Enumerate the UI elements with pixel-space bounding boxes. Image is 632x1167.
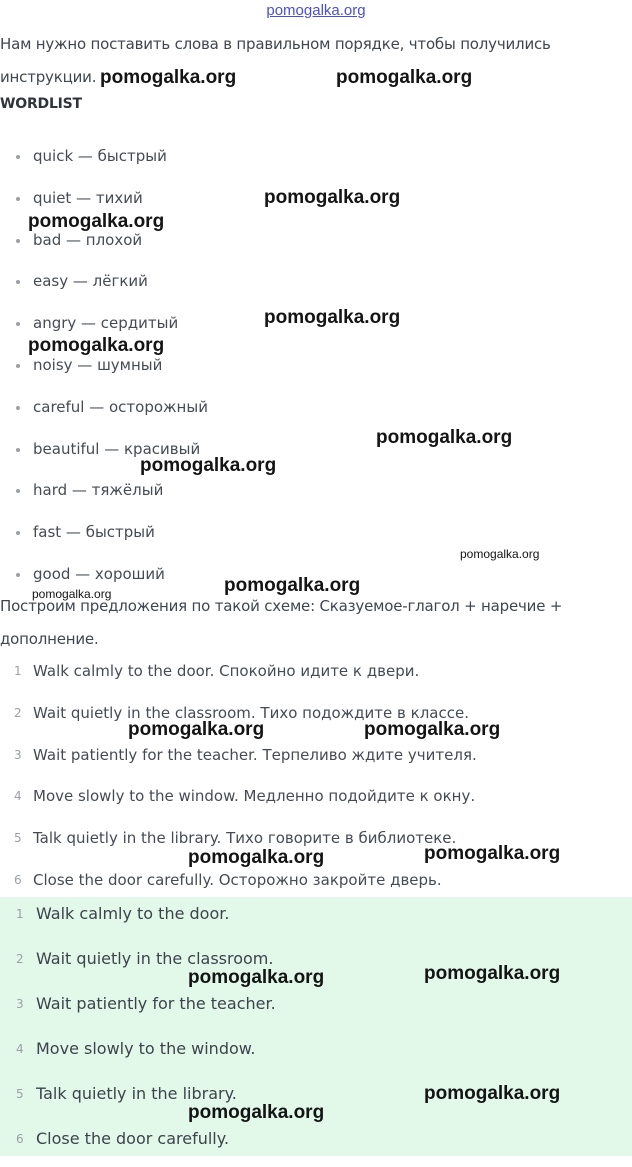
scheme-text: Построим предложения по такой схеме: Сказуемое-глагол + наречие + дополнение. [0, 597, 563, 648]
word-pair: careful — осторожный [33, 397, 208, 416]
item-number: 1 [16, 907, 24, 921]
watermark: pomogalka.org [264, 307, 401, 328]
answer-text: Wait quietly in the classroom. [36, 949, 274, 968]
answer-list [0, 897, 632, 1167]
word-pair: noisy — шумный [33, 355, 163, 374]
watermark: pomogalka.org [336, 67, 473, 88]
bullet-icon [16, 573, 20, 577]
answer-text: Wait patiently for the teacher. [36, 994, 276, 1013]
bullet-icon [16, 364, 20, 368]
answer-text: Walk calmly to the door. [36, 904, 230, 923]
word-pair: beautiful — красивый [33, 439, 201, 458]
watermark: pomogalka.org [188, 967, 325, 988]
word-pair: good — хороший [33, 564, 165, 583]
sentence-text: Move slowly to the window. Медленно подойдите к окну. [33, 787, 476, 806]
wordlist [0, 136, 208, 596]
list-item [0, 387, 208, 429]
watermark: pomogalka.org [264, 187, 401, 208]
list-item [0, 261, 208, 303]
word-pair: bad — плохой [33, 230, 143, 249]
item-number: 1 [14, 664, 22, 678]
item-number: 4 [14, 789, 22, 804]
word-pair: hard — тяжёлый [33, 481, 164, 500]
answer-text: Close the door carefully. [36, 1129, 230, 1148]
list-item [0, 512, 208, 554]
answer-text: Move slowly to the window. [36, 1039, 256, 1058]
watermark: pomogalka.org [188, 1102, 325, 1123]
sentence-text: Walk calmly to the door. Спокойно идите к двери. [33, 662, 420, 680]
watermark: pomogalka.org [224, 575, 361, 596]
word-pair: quiet — тихий [33, 188, 143, 207]
watermark: pomogalka.org [364, 719, 501, 740]
watermark: pomogalka.org [424, 1083, 561, 1104]
item-number: 3 [16, 997, 24, 1011]
sentence-text: Wait patiently for the teacher. Терпеливо ждите учителя. [33, 745, 477, 764]
item-number: 5 [14, 831, 22, 846]
bullet-icon [16, 197, 20, 201]
sentence-text: Wait quietly in the classroom. Тихо подождите в классе. [33, 703, 469, 722]
watermark: pomogalka.org [28, 211, 165, 232]
bullet-icon [16, 448, 20, 452]
bullet-icon [16, 155, 20, 159]
watermark: pomogalka.org [100, 67, 237, 88]
bullet-icon [16, 322, 20, 326]
sentence-text: Close the door carefully. Осторожно закройте дверь. [33, 870, 442, 889]
answer-item [0, 897, 632, 942]
watermark: pomogalka.org [140, 455, 277, 476]
word-pair: quick — быстрый [33, 147, 167, 165]
item-number: 3 [14, 747, 22, 762]
item-number: 2 [14, 705, 22, 720]
word-pair: fast — быстрый [33, 523, 155, 542]
bullet-icon [16, 531, 20, 535]
list-item [0, 136, 208, 178]
watermark: pomogalka.org [424, 843, 561, 864]
answer-item [0, 1032, 632, 1077]
watermark: pomogalka.org [424, 963, 561, 984]
wordlist-title: WORDLIST [0, 96, 82, 112]
answer-item [0, 987, 632, 1032]
intro-text: Нам нужно поставить слова в правильном порядке, чтобы получились инструкции. [0, 35, 551, 86]
sentence-text: Talk quietly in the library. Тихо говорите в библиотеке. [33, 829, 457, 848]
bullet-icon [16, 280, 20, 284]
sentence-item [0, 651, 477, 693]
bullet-icon [16, 489, 20, 493]
bullet-icon [16, 406, 20, 410]
answer-item [0, 1122, 632, 1167]
watermark: pomogalka.org [32, 587, 112, 601]
answer-text: Talk quietly in the library. [36, 1084, 237, 1103]
item-number: 2 [16, 952, 24, 966]
watermark: pomogalka.org [28, 335, 165, 356]
watermark: pomogalka.org [188, 847, 325, 868]
item-number: 6 [16, 1132, 24, 1146]
word-pair: easy — лёгкий [33, 272, 148, 291]
sentence-item [0, 776, 477, 818]
watermark: pomogalka.org [376, 427, 513, 448]
bullet-icon [16, 239, 20, 243]
watermark: pomogalka.org [128, 719, 265, 740]
item-number: 6 [14, 872, 22, 887]
item-number: 4 [16, 1042, 24, 1056]
watermark: pomogalka.org [460, 547, 540, 561]
word-pair: angry — сердитый [33, 314, 179, 333]
site-link[interactable]: pomogalka.org [266, 2, 366, 19]
item-number: 5 [16, 1087, 24, 1101]
